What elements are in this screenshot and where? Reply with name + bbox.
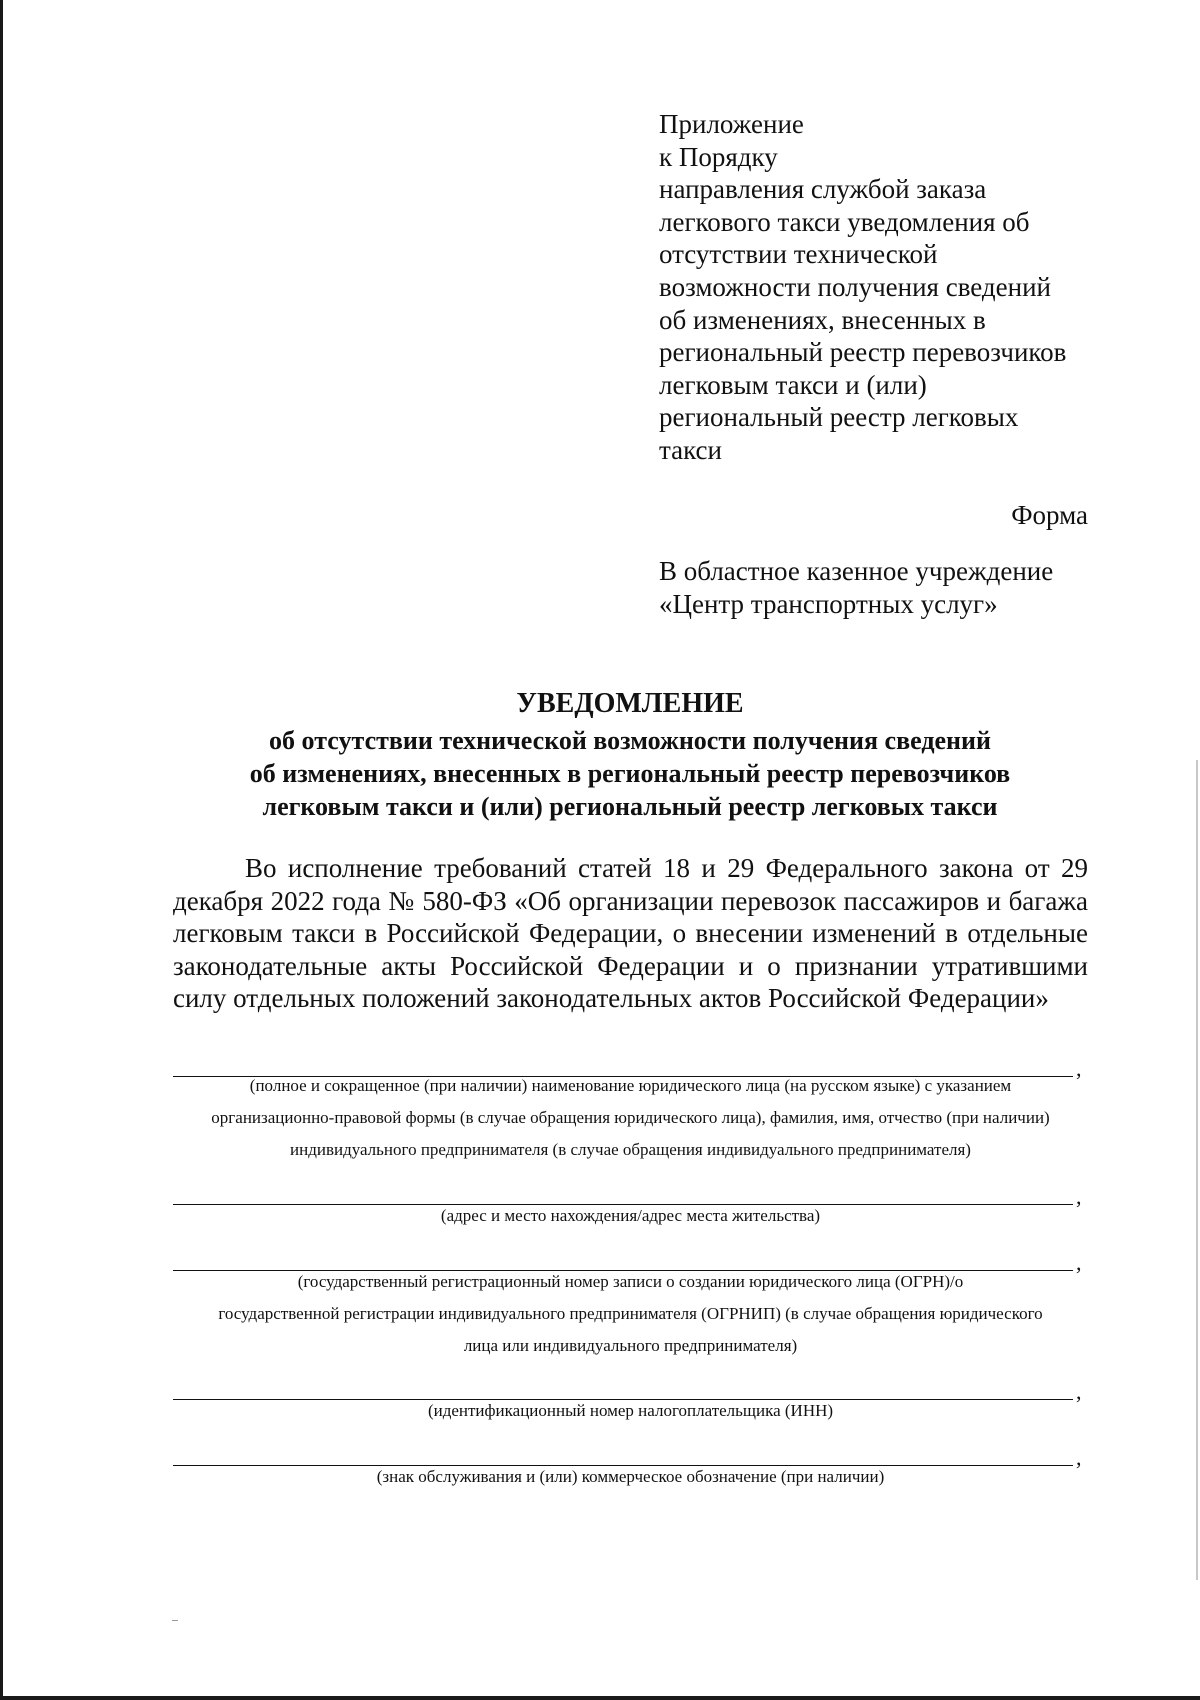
stray-scan-mark bbox=[172, 1620, 178, 1621]
appendix-line: возможности получения сведений bbox=[659, 271, 1051, 302]
appendix-line: легковым такси и (или) bbox=[659, 369, 927, 400]
caption-line: (адрес и место нахождения/адрес места жительства) bbox=[440, 1206, 821, 1225]
document-title bbox=[160, 687, 1100, 823]
caption-line: государственной регистрации индивидуального предпринимателя (ОГРНИП) (в случае обращения юридического bbox=[218, 1304, 1043, 1323]
caption-line: организационно-правовой формы (в случае обращения юридического лица), фамилия, имя, отчество (при наличии) bbox=[211, 1108, 1050, 1127]
appendix-line: такси bbox=[659, 434, 722, 465]
name-caption bbox=[173, 1070, 1088, 1166]
title-main: УВЕДОМЛЕНИЕ bbox=[516, 688, 744, 719]
appendix-line: отсутствии технической bbox=[659, 239, 938, 270]
line-comma: , bbox=[1076, 1379, 1082, 1404]
inn-caption bbox=[173, 1395, 1088, 1427]
line-comma: , bbox=[1076, 1250, 1082, 1275]
body-paragraph-text: Во исполнение требований статей 18 и 29 Федерального закона от 29 декабря 2022 года № 580-ФЗ «Об организации перевозок пассажиров и багажа легковым такси в Российской Федерации, о внесении изменений в отдельные законодательные акты Российской Федерации и о признании утратившими силу отдельных положений законодательных актов Российской Федерации» bbox=[173, 853, 1088, 1014]
scan-edge-right bbox=[1196, 760, 1198, 1580]
caption-line: (идентификационный номер налогоплательщика (ИНН) bbox=[427, 1401, 834, 1420]
line-comma: , bbox=[1076, 1056, 1082, 1081]
title-subline: легковым такси и (или) региональный реестр легковых такси bbox=[262, 792, 998, 821]
caption-line: лица или индивидуального предпринимателя) bbox=[463, 1336, 798, 1355]
address-caption bbox=[173, 1200, 1088, 1232]
title-subline: об изменениях, внесенных в региональный реестр перевозчиков bbox=[249, 759, 1011, 788]
appendix-header bbox=[659, 108, 1099, 467]
line-comma: , bbox=[1076, 1184, 1082, 1209]
caption-line: (полное и сокращенное (при наличии) наименование юридического лица (на русском языке) с указанием bbox=[249, 1076, 1012, 1095]
appendix-line: региональный реестр перевозчиков bbox=[659, 337, 1067, 368]
form-label: Форма bbox=[1011, 500, 1088, 530]
appendix-line: направления службой заказа bbox=[659, 174, 987, 205]
addressee-line: «Центр транспортных услуг» bbox=[659, 589, 998, 619]
appendix-line: Приложение bbox=[659, 109, 804, 139]
caption-line: (государственный регистрационный номер записи о создании юридического лица (ОГРН)/о bbox=[297, 1272, 964, 1291]
appendix-line: к Порядку bbox=[659, 141, 778, 172]
caption-line: индивидуального предпринимателя (в случае обращения индивидуального предпринимателя) bbox=[290, 1140, 971, 1159]
line-comma: , bbox=[1076, 1445, 1082, 1470]
brand-caption bbox=[173, 1461, 1088, 1493]
addressee bbox=[659, 555, 1099, 621]
scan-edge-bottom bbox=[0, 1696, 1200, 1700]
addressee-line: В областное казенное учреждение bbox=[659, 556, 1054, 586]
appendix-line: региональный реестр легковых bbox=[659, 402, 1019, 433]
ogrn-caption bbox=[173, 1266, 1088, 1362]
title-subline: об отсутствии технической возможности получения сведений bbox=[269, 726, 991, 755]
body-paragraph bbox=[173, 852, 1088, 1015]
appendix-line: об изменениях, внесенных в bbox=[659, 304, 986, 335]
scan-edge-left bbox=[0, 0, 3, 1700]
caption-line: (знак обслуживания и (или) коммерческое обозначение (при наличии) bbox=[376, 1467, 885, 1486]
appendix-line: легкового такси уведомления об bbox=[659, 206, 1030, 237]
